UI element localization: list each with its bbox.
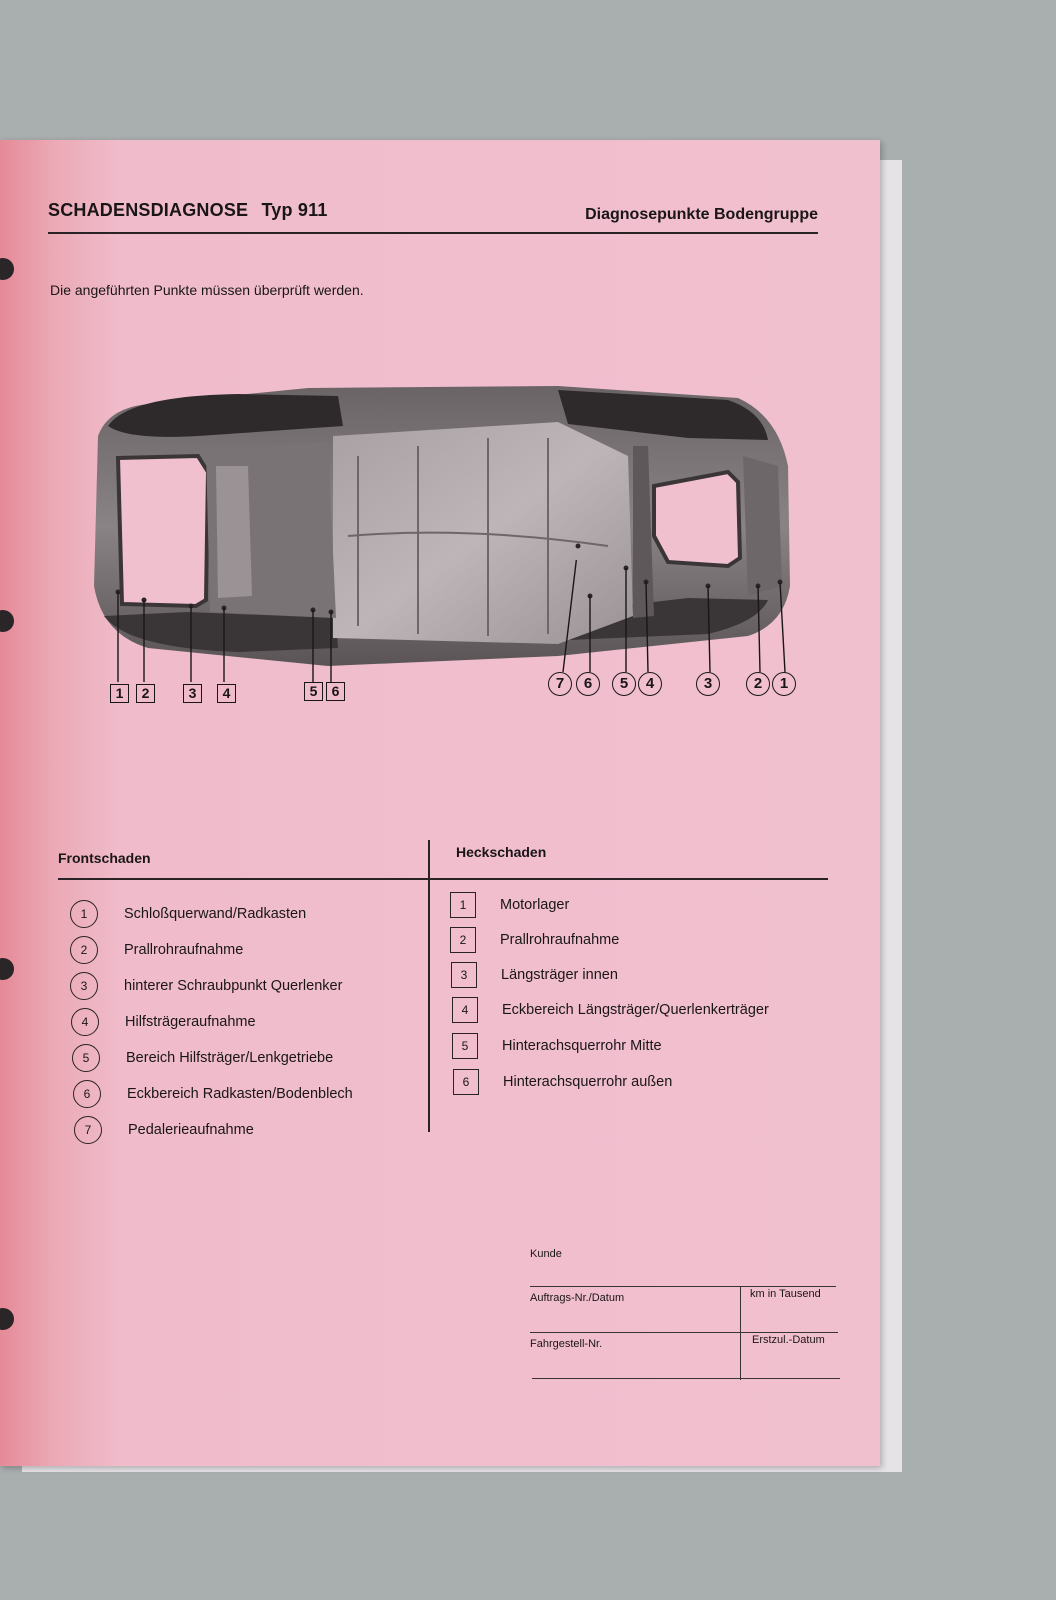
item-text: Bereich Hilfsträger/Lenkgetriebe (126, 1050, 334, 1066)
binder-hole (0, 1308, 14, 1330)
doc-type: Typ 911 (261, 200, 328, 220)
rear-point-label: 7 (548, 672, 572, 696)
binder-hole (0, 258, 14, 280)
item-text: Eckbereich Längsträger/Querlenkerträger (502, 1002, 769, 1018)
form-divider (740, 1286, 741, 1380)
item-number: 4 (71, 1008, 99, 1036)
item-number: 5 (72, 1044, 100, 1072)
rear-point-label: 3 (696, 672, 720, 696)
rear-point-label: 2 (746, 672, 770, 696)
rear-point-label: 1 (772, 672, 796, 696)
rear-point-label: 4 (638, 672, 662, 696)
legend-divider (428, 840, 430, 1132)
rear-item (453, 1069, 672, 1095)
item-number: 1 (70, 900, 98, 928)
item-number: 4 (452, 997, 478, 1023)
item-text: Längsträger innen (501, 967, 618, 983)
item-number: 6 (453, 1069, 479, 1095)
form-line (532, 1378, 840, 1379)
rear-item (452, 1033, 662, 1059)
front-point-label: 5 (304, 682, 323, 701)
doc-title: SCHADENSDIAGNOSE (48, 200, 249, 220)
rear-item (452, 997, 769, 1023)
item-text: Eckbereich Radkasten/Bodenblech (127, 1086, 353, 1102)
header-rule (48, 232, 818, 234)
front-point-label: 6 (326, 682, 345, 701)
chassis-number-label: Fahrgestell-Nr. (530, 1338, 603, 1350)
item-text: Hinterachsquerrohr Mitte (502, 1038, 662, 1054)
item-number: 5 (452, 1033, 478, 1059)
front-damage-heading: Frontschaden (58, 850, 151, 866)
item-text: Schloßquerwand/Radkasten (124, 906, 307, 922)
intro-text: Die angeführten Punkte müssen überprüft werden. (50, 282, 364, 298)
front-item (74, 1116, 254, 1144)
page-title (48, 200, 328, 221)
front-item (70, 900, 306, 928)
customer-label: Kunde (530, 1248, 562, 1260)
front-item (72, 1044, 333, 1072)
item-number: 2 (450, 927, 476, 953)
document-page (0, 140, 880, 1466)
item-text: hinterer Schraubpunkt Querlenker (124, 978, 343, 994)
front-item (73, 1080, 353, 1108)
item-number: 1 (450, 892, 476, 918)
item-text: Prallrohraufnahme (124, 942, 244, 958)
registration-date-label: Erstzul.-Datum (752, 1334, 825, 1346)
item-text: Hinterachsquerrohr außen (503, 1074, 673, 1090)
item-text: Motorlager (500, 897, 570, 913)
item-text: Pedalerieaufnahme (128, 1122, 254, 1138)
order-date-label: Auftrags-Nr./Datum (530, 1292, 625, 1304)
front-point-label: 3 (183, 684, 202, 703)
binder-hole (0, 610, 14, 632)
front-item (70, 936, 243, 964)
front-point-label: 2 (136, 684, 155, 703)
rear-item (450, 927, 619, 953)
front-item (70, 972, 342, 1000)
binder-hole (0, 958, 14, 980)
rear-damage-heading: Heckschaden (456, 844, 547, 860)
rear-item (451, 962, 618, 988)
item-number: 7 (74, 1116, 102, 1144)
front-point-label: 4 (217, 684, 236, 703)
km-label: km in Tausend (750, 1288, 821, 1300)
front-point-label: 1 (110, 684, 129, 703)
item-number: 3 (70, 972, 98, 1000)
legend-rule (58, 878, 828, 880)
item-text: Prallrohraufnahme (500, 932, 620, 948)
rear-point-label: 5 (612, 672, 636, 696)
item-number: 2 (70, 936, 98, 964)
item-number: 6 (73, 1080, 101, 1108)
item-number: 3 (451, 962, 477, 988)
rear-point-label: 6 (576, 672, 600, 696)
rear-item (450, 892, 569, 918)
section-title: Diagnosepunkte Bodengruppe (585, 206, 818, 223)
item-text: Hilfsträgeraufnahme (125, 1014, 256, 1030)
front-item (71, 1008, 256, 1036)
